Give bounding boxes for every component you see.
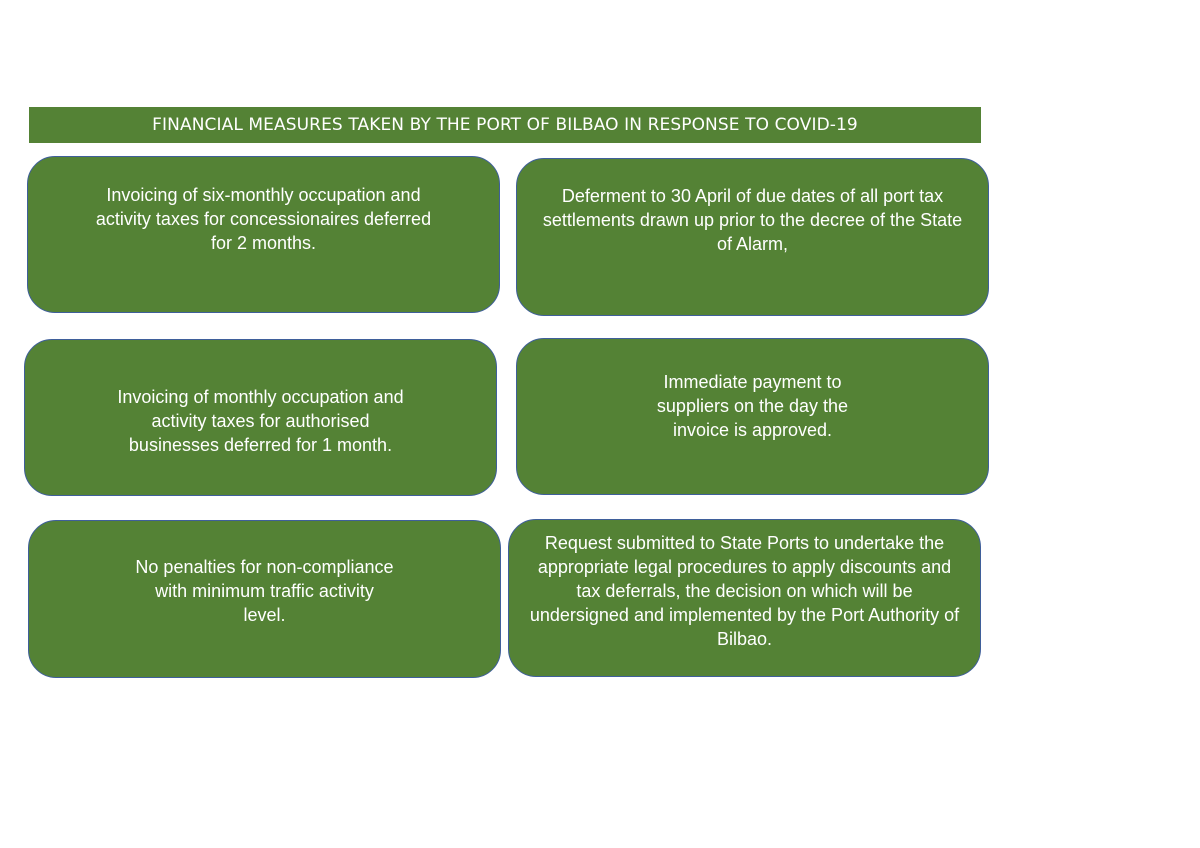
measure-text: No penalties for non-compliance with minimum traffic activity level. [135, 556, 394, 625]
measure-text: Request submitted to State Ports to undertake the appropriate legal procedures to apply discounts and tax deferrals, the decision on which will be undersigned and implemented by the Port Authority of Bilbao. [529, 533, 960, 649]
measure-box-immediate-payment [516, 338, 989, 495]
measure-box-deferred-monthly-taxes [24, 339, 497, 496]
measure-box-request-state-ports [508, 519, 981, 677]
measure-box-no-penalties [28, 520, 501, 678]
measure-text: Invoicing of six-monthly occupation and activity taxes for concessionaires deferred for 2 months. [95, 184, 432, 253]
diagram-title: FINANCIAL MEASURES TAKEN BY THE PORT OF BILBAO IN RESPONSE TO COVID-19 [29, 107, 981, 143]
measure-text: Invoicing of monthly occupation and activity taxes for authorised businesses deferred for 1 month. [117, 386, 404, 455]
measure-box-deferred-six-monthly-taxes [27, 156, 500, 313]
measure-box-deferment-tax-settlements [516, 158, 989, 316]
measure-text: Deferment to 30 April of due dates of all port tax settlements drawn up prior to the decree of the State of Alarm, [542, 186, 963, 254]
measure-text: Immediate payment to suppliers on the day the invoice is approved. [656, 372, 849, 440]
